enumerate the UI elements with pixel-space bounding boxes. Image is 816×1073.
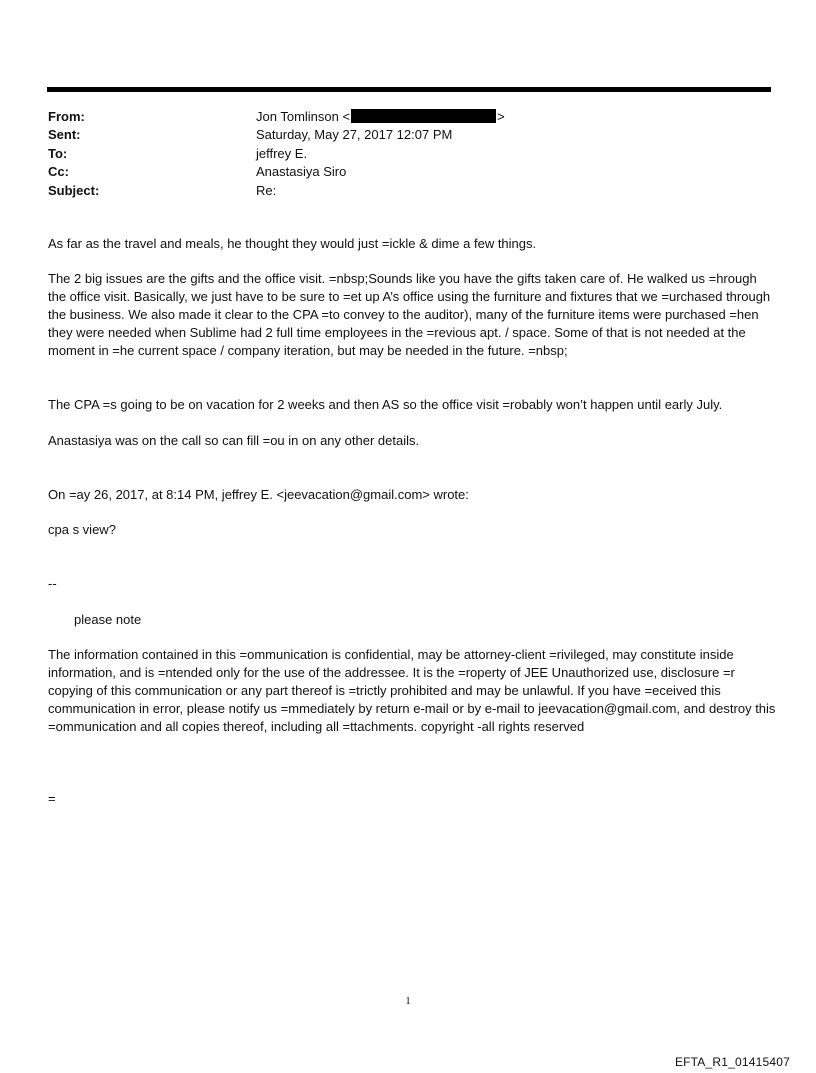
quoted-header: On =ay 26, 2017, at 8:14 PM, jeffrey E. <jeevacation@gmail.com> wrote: bbox=[48, 487, 469, 502]
from-label: From: bbox=[48, 109, 85, 124]
body-paragraph-4: Anastasiya was on the call so can fill =ou in on any other details. bbox=[48, 433, 420, 448]
trailing-equals: = bbox=[48, 791, 56, 806]
subject-label: Subject: bbox=[48, 182, 100, 198]
sent-label: Sent: bbox=[48, 127, 81, 143]
cc-value: Anastasiya Siro bbox=[256, 164, 347, 180]
to-label: To: bbox=[48, 145, 68, 161]
redaction-box bbox=[351, 109, 496, 123]
to-row bbox=[48, 145, 505, 163]
from-value-end: > bbox=[497, 109, 505, 124]
subject-row bbox=[48, 182, 505, 200]
please-note: please note bbox=[74, 612, 142, 627]
page-number: 1 bbox=[405, 995, 411, 1007]
subject-value: Re: bbox=[256, 182, 277, 198]
sent-value: Saturday, May 27, 2017 12:07 PM bbox=[256, 127, 453, 143]
body-paragraph-2: The 2 big issues are the gifts and the office visit. =nbsp;Sounds like you have the gifts taken care of. He walked us =hrough the office visit. Basically, we just have to be sure to =et up A’s office using the furniture and fixtures that we =urchased through the business. We also made it clear to the CPA =to convey to the auditor), many of the furniture items were purchased =hen they were needed when Sublime had 2 full time employees in the =revious apt. / space. Some of that is not needed at the moment in =he current space / company iteration, but may be needed in the future. =nbsp; bbox=[48, 271, 771, 358]
header-rule bbox=[47, 87, 771, 92]
quoted-message: cpa s view? bbox=[48, 522, 116, 537]
sent-row bbox=[48, 126, 505, 144]
from-row bbox=[48, 108, 505, 126]
cc-label: Cc: bbox=[48, 164, 69, 180]
to-value: jeffrey E. bbox=[256, 145, 308, 161]
cc-row bbox=[48, 163, 505, 181]
body-paragraph-3: The CPA =s going to be on vacation for 2 weeks and then AS so the office visit =robably won’t happen until early July. bbox=[48, 397, 723, 412]
from-value bbox=[256, 108, 505, 126]
from-name: Jon Tomlinson < bbox=[256, 109, 351, 124]
email-header bbox=[48, 108, 505, 200]
document-id: EFTA_R1_01415407 bbox=[674, 1055, 790, 1069]
body-paragraph-1: As far as the travel and meals, he thought they would just =ickle & dime a few things. bbox=[48, 236, 537, 251]
signature-separator: -- bbox=[48, 576, 57, 591]
confidentiality-notice: The information contained in this =ommunication is confidential, may be attorney-client =rivileged, may constitute inside information, and is =ntended only for the use of the addressee. It is the =roperty of JEE Unauthorized use, disclosure =r copying of this communication or any part thereof is =trictly prohibited and may be unlawful. If you have =eceived this communication in error, please notify us =mmediately by return e-mail or by e-mail to jeevacation@gmail.com, and destroy this =ommunication and all copies thereof, including all =ttachments. copyright -all rights reserved bbox=[48, 647, 776, 734]
